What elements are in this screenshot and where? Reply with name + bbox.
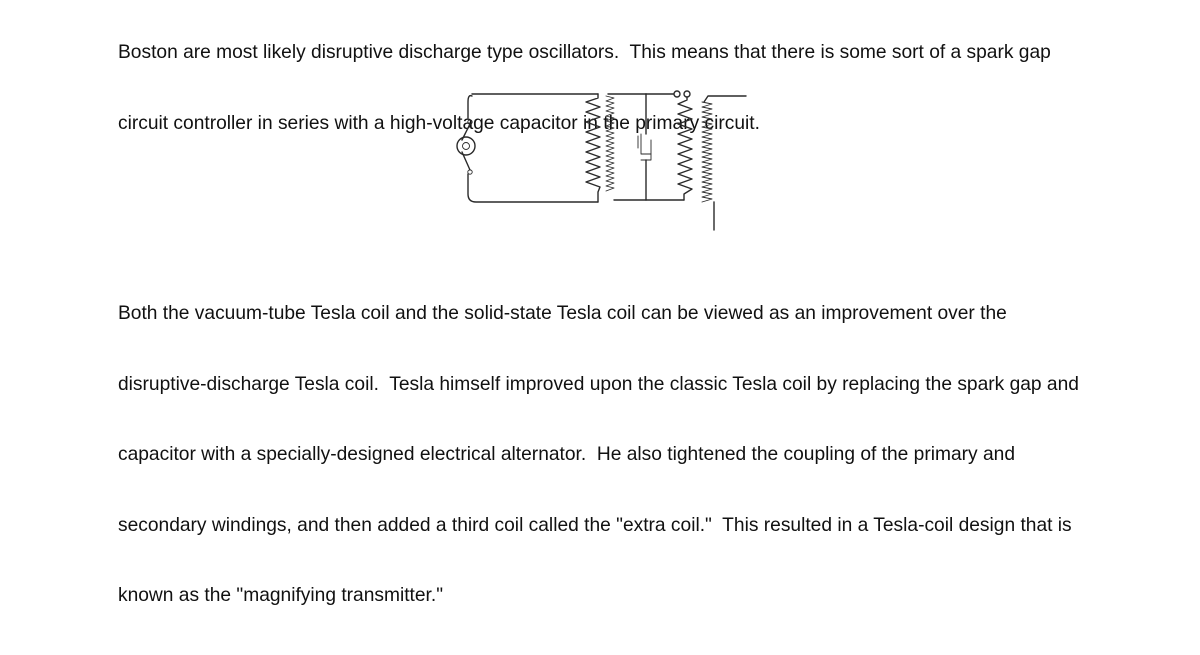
text-line: secondary windings, and then added a third coil called the "extra coil." This resulted in a Tesla-coil design that is [118, 514, 1072, 536]
text-line: capacitor with a specially-designed electrical alternator. He also tightened the coupling of the primary and [118, 444, 1015, 465]
secondary-winding [606, 96, 614, 191]
text-line: circuit controller in series with a high-voltage capacitor in the primary circuit. [118, 112, 760, 134]
circuit-diagram-figure [448, 82, 758, 238]
paragraph-improvements [118, 255, 1088, 655]
left-circuit-wire [468, 174, 598, 202]
text-line: disruptive-discharge Tesla coil. Tesla himself improved upon the classic Tesla coil by replacing the spark gap and [118, 373, 1079, 395]
alternator-symbol [457, 137, 475, 155]
tesla-coil-circuit-diagram-icon [448, 82, 758, 238]
magnifier-winding [704, 96, 746, 102]
capacitor-symbol [641, 134, 651, 154]
spark-gap-terminal [674, 91, 680, 97]
alternator-symbol [463, 143, 470, 150]
text-line: Boston are most likely disruptive discharge type oscillators. This means that there is some sort of a spark gap [118, 42, 1051, 63]
left-circuit-wire [468, 96, 472, 118]
magnifier-winding [702, 102, 712, 202]
spark-gap-terminal [684, 91, 690, 97]
text-line: Both the vacuum-tube Tesla coil and the solid-state Tesla coil can be viewed as an improvement over the [118, 303, 1007, 324]
text-line: known as the "magnifying transmitter." [118, 585, 444, 606]
extra-zigzag-coil [678, 97, 692, 200]
primary-zigzag-coil [586, 94, 600, 202]
capacitor-symbol [641, 140, 651, 160]
